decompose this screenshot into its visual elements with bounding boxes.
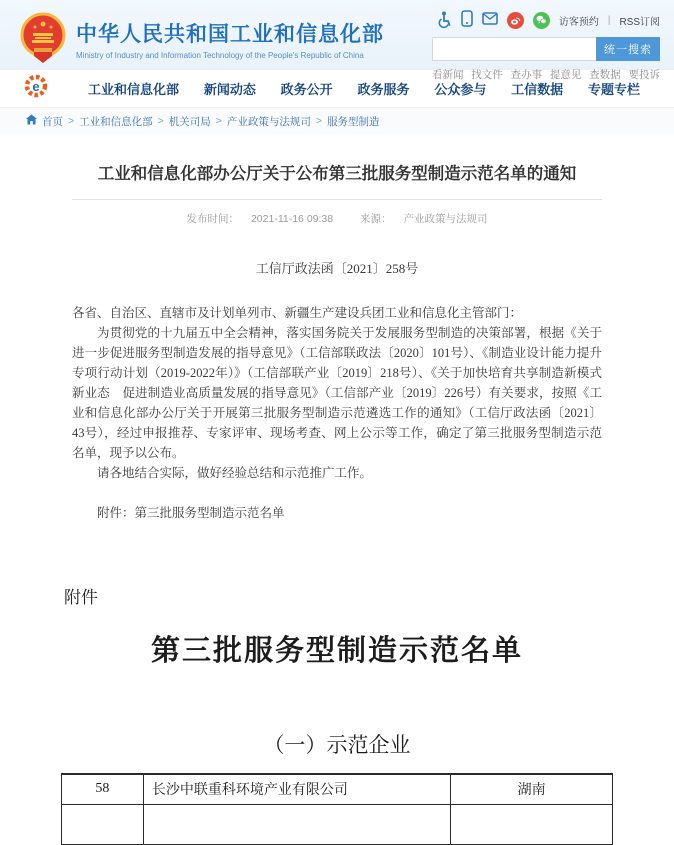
accessibility-icon[interactable] [437,11,452,30]
rss-link[interactable]: RSS订阅 [619,16,660,28]
attachment-label: 附件 [64,588,98,607]
header-topbar [432,10,660,30]
article [0,160,674,759]
search-bar [432,37,660,61]
nav-item-miit[interactable]: 工业和信息化部 [88,82,180,97]
breadcrumb-service-manufacturing[interactable]: 服务型制造 [327,115,380,128]
nav-item-participation[interactable]: 公众参与 [434,82,487,97]
weibo-icon[interactable] [507,12,524,29]
breadcrumb-separator: > [215,115,222,127]
source-value: 产业政策与法规司 [403,213,488,225]
article-title: 工业和信息化部办公厅关于公布第三批服务型制造示范名单的通知 [97,165,577,183]
quick-link-files[interactable]: 找文件 [471,69,503,81]
table-cell-province [451,804,613,844]
salutation: 各省、自治区、直辖市及计划单列市、新疆生产建设兵团工业和信息化主管部门： [72,306,523,320]
header-right [432,0,660,81]
quick-link-suggest[interactable]: 提意见 [549,69,582,81]
home-icon[interactable] [26,114,37,128]
demonstration-enterprise-table [61,773,613,845]
publish-time-label: 发布时间： [186,213,239,225]
body-paragraph: 为贯彻党的十九届五中全会精神，落实国务院关于发展服务型制造的决策部署，根据《关于进一步促进服务型制造发展的指导意见》（工信部联政法〔2020〕101号）、《制造业设计能力提升专项行动计划（2019-2022年）》（工信部联产业〔2019〕218号）、《关于加快培育共享制造新模式新业态 促进制造业高质量发展的指导意见》（工信部产业〔2019〕226号）有关要求，按照《工业和信息化部办公厅关于开展第三批服务型制造示范遴选工作的通知》（工信厅政法函〔2021〕43号），经过申报推荐、专家评审、现场考查、网上公示等工作，确定了第三批服务型制造示范名单，现予以公布。 [72,326,602,460]
breadcrumb [0,108,674,134]
quick-link-affairs[interactable]: 查办事 [510,69,543,81]
quick-link-news[interactable]: 看新闻 [432,69,464,81]
body-paragraph: 请各地结合实际，做好经验总结和示范推广工作。 [97,466,373,480]
wechat-icon[interactable] [533,12,550,29]
attachment-section-title: （一）示范企业 [263,733,411,757]
breadcrumb-policy-dept[interactable]: 产业政策与法规司 [226,115,311,128]
quick-link-complaint[interactable]: 要投诉 [628,69,660,81]
table-row [62,774,613,804]
table-cell-company: 长沙中联重科环境产业有限公司 [143,774,450,804]
table-cell-number [62,804,144,844]
search-input[interactable] [432,37,596,61]
table-cell-province: 湖南 [451,774,613,804]
topbar-divider: | [607,14,611,26]
miit-gear-logo[interactable] [24,74,48,103]
source-label: 来源： [360,213,392,225]
publish-time: 2021-11-16 09:38 [250,213,334,225]
nav-item-gov-open[interactable]: 政务公开 [280,82,333,97]
breadcrumb-separator: > [68,115,75,127]
document-number: 工信厅政法函〔2021〕258号 [255,261,419,276]
table-row [62,804,613,844]
attachment-document [64,583,602,759]
breadcrumb-miit[interactable]: 工业和信息化部 [79,115,153,128]
site-brand[interactable] [20,0,384,70]
mobile-icon[interactable] [461,10,473,30]
breadcrumb-departments[interactable]: 机关司局 [168,115,211,128]
site-title: 中华人民共和国工业和信息化部 [76,23,384,46]
title-divider [72,199,602,200]
nav-item-news[interactable]: 新闻动态 [203,82,256,97]
attachment-title: 第三批服务型制造示范名单 [150,635,523,667]
search-button[interactable]: 统一搜索 [596,37,660,61]
attachment-reference[interactable]: 附件：第三批服务型制造示范名单 [97,506,285,520]
quick-link-data[interactable]: 查数据 [589,69,621,81]
table-cell-number: 58 [62,774,144,804]
visitor-appointment-link[interactable]: 访客预约 [558,16,599,28]
breadcrumb-separator: > [157,115,164,127]
nav-item-topics[interactable]: 专题专栏 [587,82,640,97]
site-header [0,0,674,81]
svg-text:e: e [32,79,40,94]
nav-item-gov-service[interactable]: 政务服务 [357,82,410,97]
mail-icon[interactable] [482,12,498,28]
breadcrumb-home[interactable]: 首页 [42,115,63,128]
table-cell-company [143,804,450,844]
breadcrumb-separator: > [315,115,323,127]
site-subtitle: Ministry of Industry and Information Technology of the People's Republic of China [76,51,364,60]
nav-items [88,79,640,98]
national-emblem-icon [20,11,66,68]
nav-item-data[interactable]: 工信数据 [511,82,564,97]
article-meta [72,211,602,226]
